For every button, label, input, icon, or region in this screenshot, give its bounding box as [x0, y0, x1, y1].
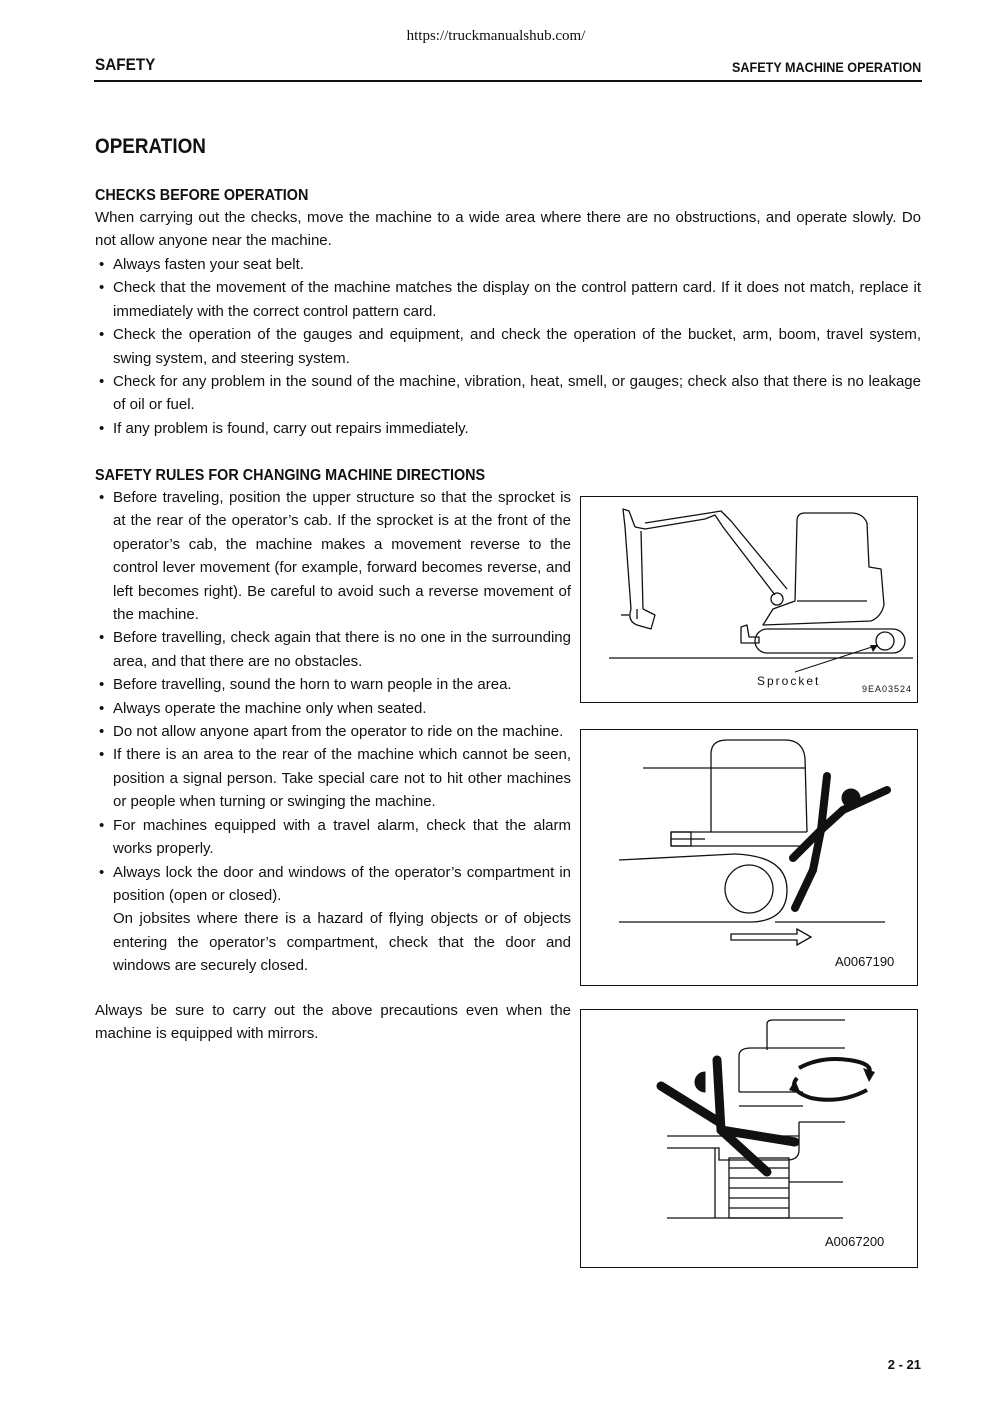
list-item: • Always lock the door and windows of the operator’s compartment in position (open or closed). On jobsites where there is a hazard of flying objects or of objects entering the operator’s compartment, check that the door and windows are securely closed.: [95, 861, 571, 978]
sprocket-label: Sprocket: [757, 674, 821, 688]
list-item: • Before travelling, sound the horn to warn people in the area.: [99, 676, 512, 694]
travel-hazard-illustration: [581, 730, 917, 985]
swing-hazard-figure: [580, 1009, 918, 1268]
list-item: • For machines equipped with a travel alarm, check that the alarm works properly.: [99, 816, 571, 858]
list-item: • Before traveling, position the upper structure so that the sprocket is at the rear of the operator’s cab. If the sprocket is at the front of the operator’s cab, the machine makes a movement reverse to the control lever movement (for example, forward becomes reverse, and left becomes right). Be careful to avoid such a reverse movement of the machine.: [99, 489, 571, 624]
list-item: • If there is an area to the rear of the machine which cannot be seen, position a signal person. Take special care not to hit other machines or people when turning or swinging the machine.: [99, 746, 571, 811]
source-url: https://truckmanualshub.com/: [406, 28, 586, 44]
list-item: • Always operate the machine only when seated.: [99, 699, 427, 717]
checks-intro: When carrying out the checks, move the machine to a wide area where there are no obstructions, and operate slowly. Do not allow anyone near the machine.: [95, 209, 921, 250]
travel-hazard-figure: [580, 729, 918, 986]
list-item: • Do not allow anyone apart from the operator to ride on the machine.: [99, 723, 564, 741]
figure-code: A0067200: [825, 1234, 885, 1249]
header-chapter-title: SAFETY MACHINE OPERATION: [731, 59, 921, 75]
list-item: • Before travelling, check again that there is no one in the surrounding area, and that there are no obstacles.: [99, 629, 571, 670]
direction-heading: SAFETY RULES FOR CHANGING MACHINE DIRECTIONS: [95, 467, 486, 484]
list-item: • Check for any problem in the sound of the machine, vibration, heat, smell, or gauges; check also that there is no leakage of oil or fuel.: [99, 373, 921, 414]
checks-list: [95, 253, 921, 440]
page-title: OPERATION: [95, 135, 206, 158]
direction-closing: Always be sure to carry out the above precautions even when the machine is equipped with mirrors.: [95, 1002, 571, 1043]
figure-code: 9EA03524: [862, 684, 913, 694]
swing-hazard-illustration: [581, 1010, 917, 1267]
excavator-sprocket-figure: [580, 496, 918, 703]
checks-heading: CHECKS BEFORE OPERATION: [95, 187, 309, 204]
direction-list: [95, 486, 571, 978]
excavator-illustration: [581, 497, 917, 702]
list-item: • Check that the movement of the machine matches the display on the control pattern card. If it does not match, replace it immediately with the correct control pattern card.: [99, 279, 921, 320]
header-section-title: SAFETY: [95, 55, 156, 74]
list-item: • Always fasten your seat belt.: [99, 256, 304, 273]
list-item: • Check the operation of the gauges and equipment, and check the operation of the bucket, arm, boom, travel system, swing system, and steering system.: [99, 326, 921, 367]
page-number: 2 - 21: [887, 1357, 921, 1372]
figure-code: A0067190: [835, 954, 895, 969]
list-item: • If any problem is found, carry out repairs immediately.: [99, 419, 469, 437]
header-rule: [94, 80, 922, 82]
list-item-subparagraph: On jobsites where there is a hazard of flying objects or of objects entering the operator’s compartment, check that the door and windows are securely closed.: [113, 910, 571, 975]
